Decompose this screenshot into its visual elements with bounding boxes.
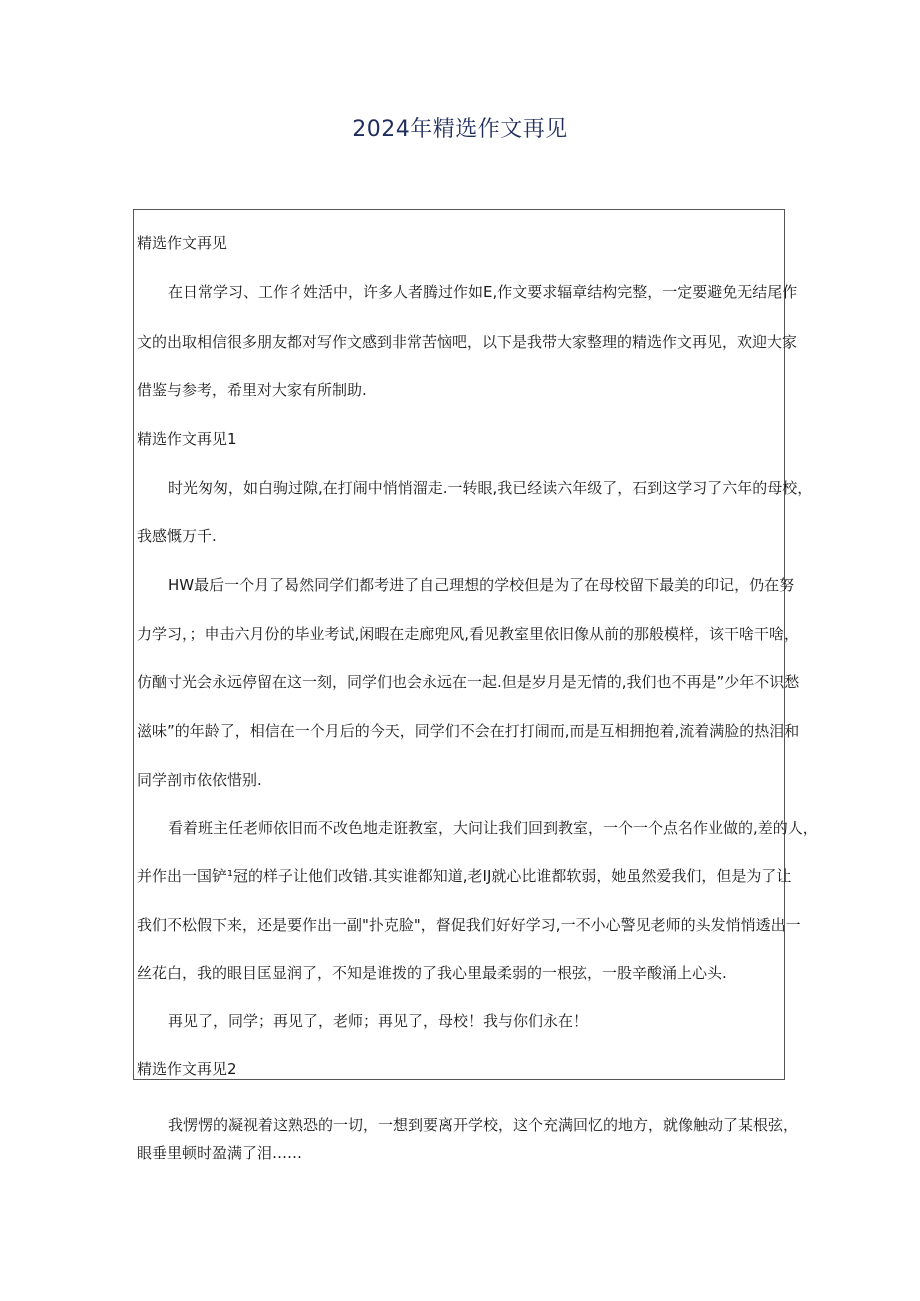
essay-1-p2-line-2: 力学习，；申击六月份的毕业考试,闲暇在走廊兜风,看见教室里依旧像从前的那般模样，该干啥干啥， — [137, 625, 800, 643]
essay-1-p2-line-1: HW最后一个月了曷然同学们都考进了自己理想的学校但是为了在母校留下最美的印记，仍在努 — [168, 576, 795, 594]
essay-2-heading: 精选作文再见2 — [137, 1060, 237, 1078]
essay-1-p2-line-5: 同学剖市依依惜别. — [137, 771, 262, 789]
section-heading: 精选作文再见 — [137, 234, 228, 252]
essay-1-heading: 精选作文再见1 — [137, 430, 237, 448]
essay-1-p2-line-4: 滋味”的年龄了，相信在一个月后的今天，同学们不会在打打闹而,而是互相拥抱着,流着满脸的热泪和 — [137, 722, 800, 740]
essay-1-p3-line-4: 丝花白，我的眼目匡显润了，不知是谁拨的了我心里最柔弱的一根弦，一股辛酸涌上心头. — [137, 964, 727, 982]
essay-1-p3-line-1: 看着班主任老师依旧而不改色地走诳教室，大问让我们回到教室，一个一个点名作业做的,差的人， — [168, 819, 818, 837]
page-title: 2024年精选作文再见 — [352, 117, 568, 142]
essay-1-p2-line-3: 仿酗寸光会永远停留在这一刻，同学们也会永远在一起.但是岁月是无情的,我们也不再是”少年不识愁 — [137, 673, 800, 691]
essay-1-p1-line-2: 我感慨万千. — [137, 527, 217, 545]
essay-1-p1-line-1: 时光匆匆，如白驹过隙,在打闹中悄悄溜走.一转眼,我已经读六年级了，石到这学习了六年的母校， — [168, 479, 813, 497]
essay-2-line-2: 眼垂里顿时盈满了泪…… — [137, 1144, 303, 1162]
essay-1-p3-line-3: 我们不松假下来，还是要作出一副"扑克脸"，督促我们好好学习,一不小心警见老师的头发悄悄透出一 — [137, 916, 801, 934]
essay-1-p4: 再见了，同学；再见了，老师；再见了，母校！我与你们永在！ — [168, 1012, 589, 1030]
intro-line-3: 借鉴与参考，希里对大家有所制助. — [137, 381, 367, 399]
essay-2-line-1: 我愣愣的凝视着这熟恐的一切，一想到要离开学校，这个充满回忆的地方，就像触动了某根弦， — [168, 1116, 799, 1134]
intro-line-2: 文的出取相信很多朋友都对写作文感到非常苦恼吧，以下是我带大家整理的精选作文再见，欢迎大家 — [137, 333, 798, 351]
essay-1-p3-line-2: 并作出一国铲¹冠的样子让他们改错.其实谁都知道,老IJ就心比谁都软弱，她虽然爱我们，但是为了让 — [137, 867, 792, 885]
intro-line-1: 在日常学习、工作彳姓活中，许多人者腾过作如E,作文要求辐章结构完整，一定要避免无结尾作 — [168, 283, 798, 301]
